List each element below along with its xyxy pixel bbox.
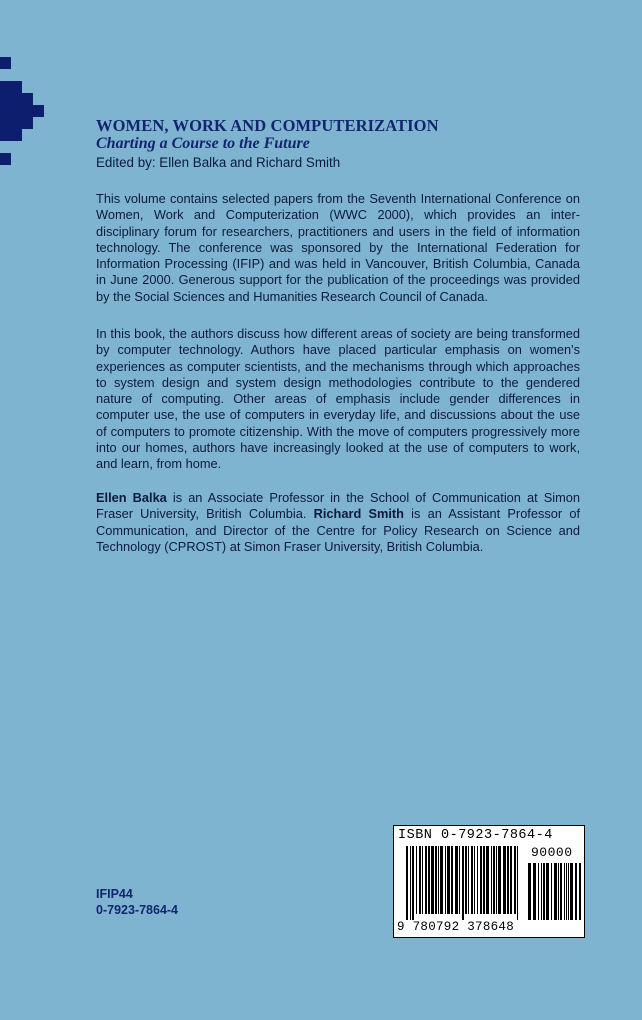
- barcode-bar: [528, 863, 531, 920]
- barcode-bar: [568, 863, 569, 920]
- barcode-bar: [533, 863, 536, 920]
- barcode-bar: [451, 846, 453, 914]
- barcode-bar: [428, 846, 430, 914]
- barcode-bar: [496, 846, 497, 914]
- barcode-bar: [558, 863, 559, 920]
- editor-bio-2: is an Assistant Professor of Communication, and Director of the Centre for Policy Research on Science and Technology (CPROST) at Simon Fraser University, British Columbia.: [96, 506, 581, 554]
- barcode-bar: [410, 846, 411, 920]
- barcode-addon-bars-icon: [528, 863, 581, 920]
- barcode-bar: [480, 846, 482, 914]
- barcode-bar: [474, 846, 475, 914]
- isbn-code: 0-7923-7864-4: [96, 903, 179, 917]
- barcode-bar: [560, 863, 562, 920]
- barcode: [393, 825, 585, 938]
- series-code: IFIP44: [96, 887, 133, 901]
- barcode-bars-icon: [406, 846, 520, 920]
- barcode-bar: [575, 863, 577, 920]
- barcode-bar: [422, 846, 423, 914]
- barcode-bar: [517, 846, 518, 920]
- barcode-bar: [465, 846, 467, 914]
- barcode-bar: [564, 863, 565, 920]
- barcode-bar: [554, 863, 557, 920]
- barcode-bar: [538, 863, 539, 920]
- editor-bio-1: is an Associate Professor in the School of Communication at Simon Fraser University, British Columbia.: [96, 490, 580, 522]
- barcode-bar: [438, 846, 439, 914]
- barcode-bar: [507, 846, 509, 914]
- barcode-bar: [440, 846, 443, 914]
- barcode-bar: [541, 863, 542, 920]
- barcode-bar: [468, 846, 469, 914]
- barcode-bar: [445, 846, 446, 914]
- barcode-bar: [406, 846, 408, 920]
- editors-bio-paragraph: [96, 490, 580, 555]
- barcode-bar: [471, 846, 473, 914]
- barcode-bar: [459, 846, 460, 914]
- barcode-bar: [551, 863, 552, 920]
- barcode-bar: [425, 846, 427, 914]
- barcode-bar: [416, 846, 417, 914]
- barcode-bar: [543, 863, 545, 920]
- barcode-bar: [483, 846, 485, 914]
- book-editors: Edited by: Ellen Balka and Richard Smith: [96, 155, 341, 170]
- barcode-bar: [510, 846, 512, 914]
- barcode-bar: [491, 846, 492, 914]
- barcode-bar: [570, 863, 573, 920]
- barcode-bar: [486, 846, 489, 914]
- editor-name-2: Richard Smith: [313, 506, 404, 522]
- barcode-bar: [447, 846, 450, 914]
- barcode-bar: [477, 846, 478, 914]
- barcode-bar: [514, 846, 516, 914]
- barcode-bar: [455, 846, 458, 914]
- barcode-bar: [419, 846, 421, 914]
- barcode-bar: [493, 846, 495, 914]
- barcode-bar: [579, 863, 581, 920]
- barcode-addon-number: 90000: [531, 845, 573, 860]
- barcode-bar: [498, 846, 501, 914]
- barcode-bar: [412, 846, 414, 920]
- barcode-isbn-label: ISBN 0-7923-7864-4: [398, 828, 553, 843]
- barcode-bar: [435, 846, 437, 914]
- barcode-ean-number: 9 780792 378648: [397, 920, 515, 934]
- book-title: WOMEN, WORK AND COMPUTERIZATION: [96, 116, 439, 135]
- barcode-bar: [566, 863, 567, 920]
- book-subtitle: Charting a Course to the Future: [96, 135, 310, 152]
- barcode-bar: [503, 846, 506, 914]
- ifip-logo-icon: [0, 57, 62, 175]
- barcode-bar: [462, 846, 464, 920]
- editor-name-1: Ellen Balka: [96, 490, 167, 505]
- description-paragraph-2: In this book, the authors discuss how different areas of society are being transformed by computer technology. Authors have placed particular emphasis on women's experiences as computer scientists, and the mechanisms through which approaches to system design and system design methodologies contribute to the gendered nature of computing. Other areas of emphasis include gender differences in computer use, the use of computers in everyday life, and discussions about the use of computers to promote citizenship. With the move of computers progressively more into our homes, authors have increasingly looked at the use of computers to work, and learn, from home.: [96, 326, 580, 472]
- barcode-bar: [546, 863, 549, 920]
- barcode-bar: [431, 846, 434, 914]
- description-paragraph-1: This volume contains selected papers from the Seventh International Conference on Women, Work and Computerization (WWC 2000), which provides an inter-disciplinary forum for researchers, practitioners and users in the field of information technology. The conference was sponsored by the International Federation for Information Processing (IFIP) and was held in Vancouver, British Columbia, Canada in June 2000. Generous support for the publication of the proceedings was provided by the Social Sciences and Humanities Research Council of Canada.: [96, 191, 580, 304]
